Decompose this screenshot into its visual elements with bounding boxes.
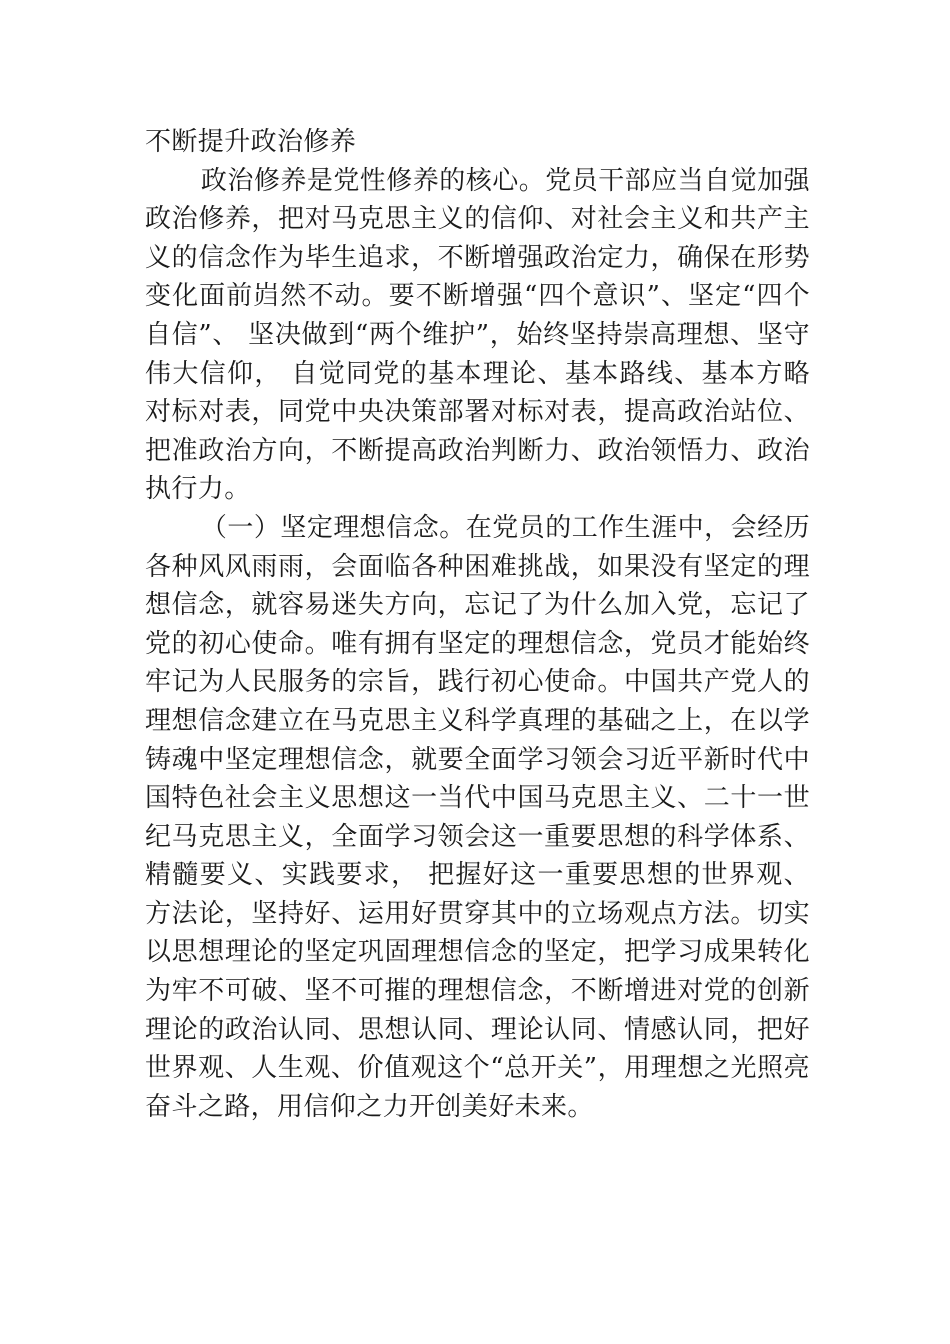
paragraph-ideals-beliefs: （一）坚定理想信念。在党员的工作生涯中，会经历各种风风雨雨，会面临各种困难挑战，如果没有坚定的理想信念，就容易迷失方向，忘记了为什么加入党，忘记了党的初心使命。唯有拥有坚定的理想信念，党员才能始终牢记为人民服务的宗旨，践行初心使命。中国共产党人的理想信念建立在马克思主义科学真理的基础之上，在以学铸魂中坚定理想信念，就要全面学习领会习近平新时代中国特色社会主义思想这一当代中国马克思主义、二十一世纪马克思主义，全面学习领会这一重要思想的科学体系、精髓要义、实践要求， 把握好这一重要思想的世界观、方法论，坚持好、运用好贯穿其中的立场观点方法。切实以思想理论的坚定巩固理想信念的坚定，把学习成果转化为牢不可破、坚不可摧的理想信念，不断增进对党的创新理论的政治认同、思想认同、理论认同、情感认同，把好世界观、人生观、价值观这个“总开关”，用理想之光照亮奋斗之路，用信仰之力开创美好未来。 <box>145 512 810 1122</box>
document-body <box>145 123 810 1126</box>
paragraph-political-cultivation: 政治修养是党性修养的核心。党员干部应当自觉加强政治修养，把对马克思主义的信仰、对社会主义和共产主义的信念作为毕生追求，不断增强政治定力，确保在形势变化面前岿然不动。要不断增强“四个意识”、坚定“四个自信”、 坚决做到“两个维护”，始终坚持崇高理想、坚守伟大信仰， 自觉同党的基本理论、基本路线、基本方略对标对表，同党中央决策部署对标对表，提高政治站位、把准政治方向，不断提高政治判断力、政治领悟力、政治执行力。 <box>145 165 810 505</box>
page-title: 不断提升政治修养 <box>145 127 357 157</box>
